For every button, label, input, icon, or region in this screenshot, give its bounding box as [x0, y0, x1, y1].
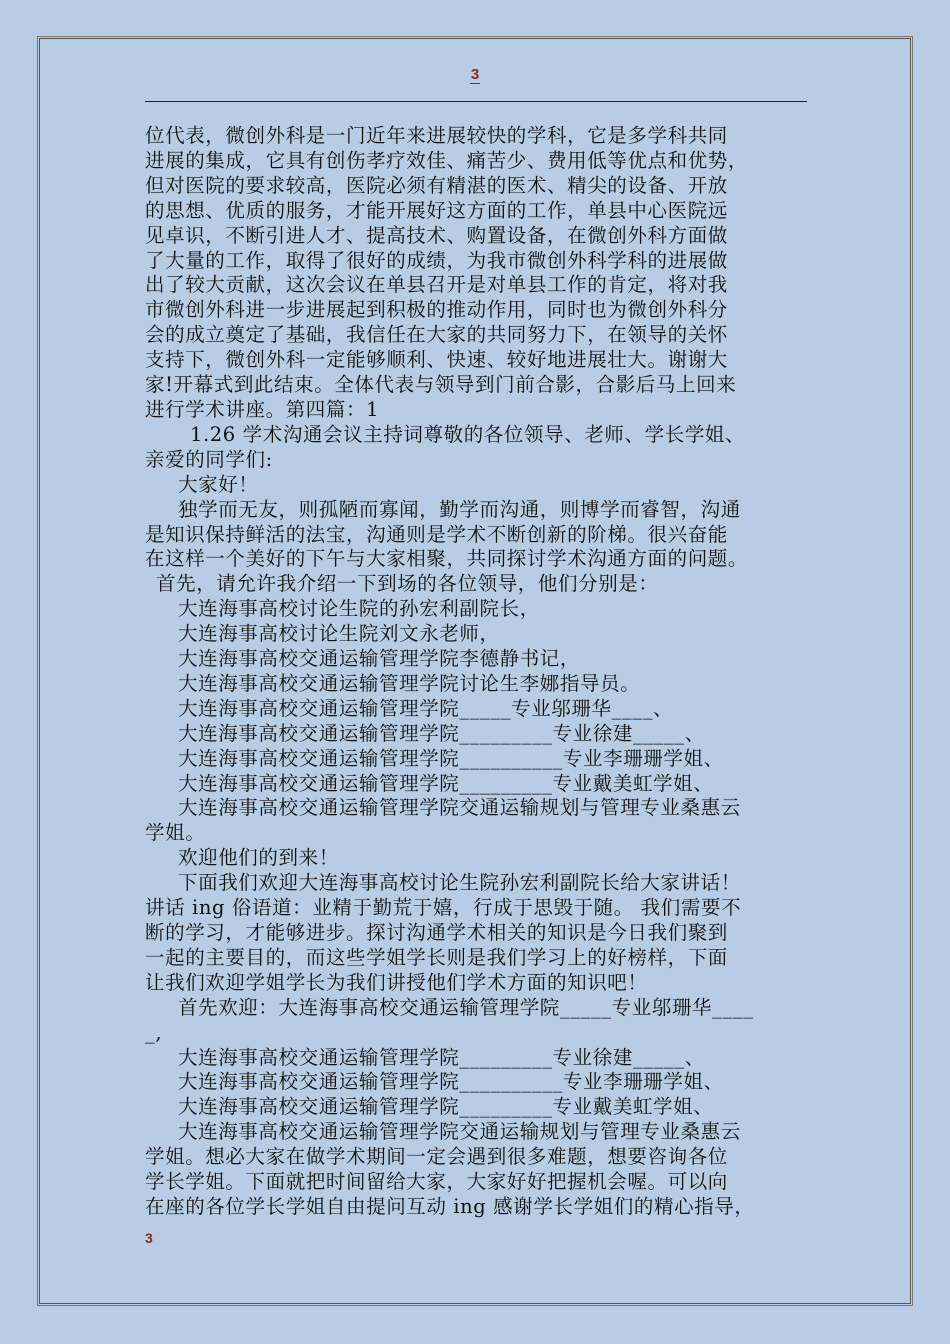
- text-line: 大连海事高校交通运输管理学院__________专业李珊珊学姐、: [178, 746, 724, 770]
- text-line: 市微创外科进一步进展起到积极的推动作用，同时也为微创外科分: [145, 298, 728, 322]
- text-line: 独学而无友，则孤陋而寡闻，勤学而沟通，则博学而睿智，沟通: [178, 497, 741, 521]
- text-line: 在这样一个美好的下午与大家相聚，共同探讨学术沟通方面的问题。: [145, 547, 749, 571]
- text-line: 大连海事高校交通运输管理学院__________专业李珊珊学姐、: [178, 1070, 724, 1094]
- text-line: _,: [145, 1020, 163, 1044]
- text-line: 在座的各位学长学姐自由提问互动 ing 感谢学长学姐们的精心指导，: [145, 1194, 755, 1218]
- text-line: 进展的集成，它具有创伤孝疗效佳、痛苦少、费用低等优点和优势，: [145, 148, 749, 172]
- text-line: 下面我们欢迎大连海事高校讨论生院孙宏利副院长给大家讲话！: [178, 871, 741, 895]
- text-line: 大连海事高校交通运输管理学院_____专业邬珊华____、: [178, 696, 674, 720]
- document-body: [145, 124, 825, 1220]
- text-line: 支持下，微创外科一定能够顺利、快速、较好地进展壮大。谢谢大: [145, 348, 728, 372]
- text-line: 学姐。想必大家在做学术期间一定会遇到很多难题，想要咨询各位: [145, 1145, 728, 1169]
- text-line: 进行学术讲座。第四篇：1: [145, 397, 380, 421]
- text-line: 大连海事高校交通运输管理学院_________专业徐建_____、: [178, 721, 705, 745]
- header-page-number-text: 3: [470, 66, 480, 83]
- text-line: 断的学习，才能够进步。探讨沟通学术相关的知识是今日我们聚到: [145, 921, 728, 944]
- text-line: 了大量的工作，取得了很好的成绩，为我市微创外科学科的进展做: [145, 248, 728, 272]
- text-line: 是知识保持鲜活的法宝，沟通则是学术不断创新的阶梯。很兴奋能: [145, 522, 728, 546]
- text-line: 大连海事高校讨论生院刘文永老师，: [178, 622, 500, 646]
- text-line: 的思想、优质的服务，才能开展好这方面的工作，单县中心医院远: [145, 198, 728, 222]
- text-line: 大连海事高校交通运输管理学院讨论生李娜指导员。: [178, 671, 641, 695]
- text-line: 但对医院的要求较高，医院必须有精湛的医术、精尖的设备、开放: [145, 173, 728, 197]
- text-line: 大连海事高校交通运输管理学院_________专业徐建_____、: [178, 1045, 705, 1069]
- text-line: 首先欢迎：大连海事高校交通运输管理学院_____专业邬珊华____: [178, 995, 754, 1019]
- text-line: 家!开幕式到此结束。全体代表与领导到门前合影，合影后马上回来: [145, 373, 737, 397]
- text-line: 会的成立奠定了基础，我信任在大家的共同努力下，在领导的关怀: [145, 323, 728, 347]
- text-line: 亲爱的同学们:: [145, 447, 273, 471]
- text-line: 欢迎他们的到来！: [178, 846, 339, 870]
- text-line: 学长学姐。下面就把时间留给大家，大家好好把握机会喔。可以向: [145, 1170, 728, 1194]
- text-line: 1.26 学术沟通会议主持词尊敬的各位领导、老师、学长学姐、: [190, 422, 746, 446]
- text-line: 大连海事高校交通运输管理学院李德静书记，: [178, 647, 581, 671]
- footer-page-number: 3: [145, 1230, 153, 1246]
- text-line: 大连海事高校交通运输管理学院_________专业戴美虹学姐、: [178, 771, 714, 795]
- text-line: 一起的主要目的，而这些学姐学长则是我们学习上的好榜样，下面: [145, 945, 728, 969]
- text-line: 见卓识，不断引进人才、提高技术、购置设备，在微创外科方面做: [145, 223, 728, 247]
- text-line: 位代表，微创外科是一门近年来进展较快的学科，它是多学科共同: [145, 124, 728, 147]
- text-line: 大家好！: [178, 472, 259, 496]
- header-page-number: [0, 66, 950, 83]
- text-line: 学姐。: [145, 821, 206, 845]
- text-line: 大连海事高校讨论生院的孙宏利副院长，: [178, 597, 540, 621]
- text-line: 让我们欢迎学姐学长为我们讲授他们学术方面的知识吧！: [145, 970, 648, 994]
- text-line: 大连海事高校交通运输管理学院交通运输规划与管理专业桑惠云: [178, 1120, 741, 1144]
- text-line: 讲话 ing 俗语道：业精于勤荒于嬉，行成于思毁于随。 我们需要不: [145, 896, 742, 920]
- text-line: 出了较大贡献，这次会议在单县召开是对单县工作的肯定，将对我: [145, 273, 728, 297]
- text-line: 大连海事高校交通运输管理学院_________专业戴美虹学姐、: [178, 1095, 714, 1119]
- text-line: 首先，请允许我介绍一下到场的各位领导，他们分别是：: [156, 572, 659, 596]
- header-rule: [145, 101, 807, 102]
- text-line: 大连海事高校交通运输管理学院交通运输规划与管理专业桑惠云: [178, 796, 741, 820]
